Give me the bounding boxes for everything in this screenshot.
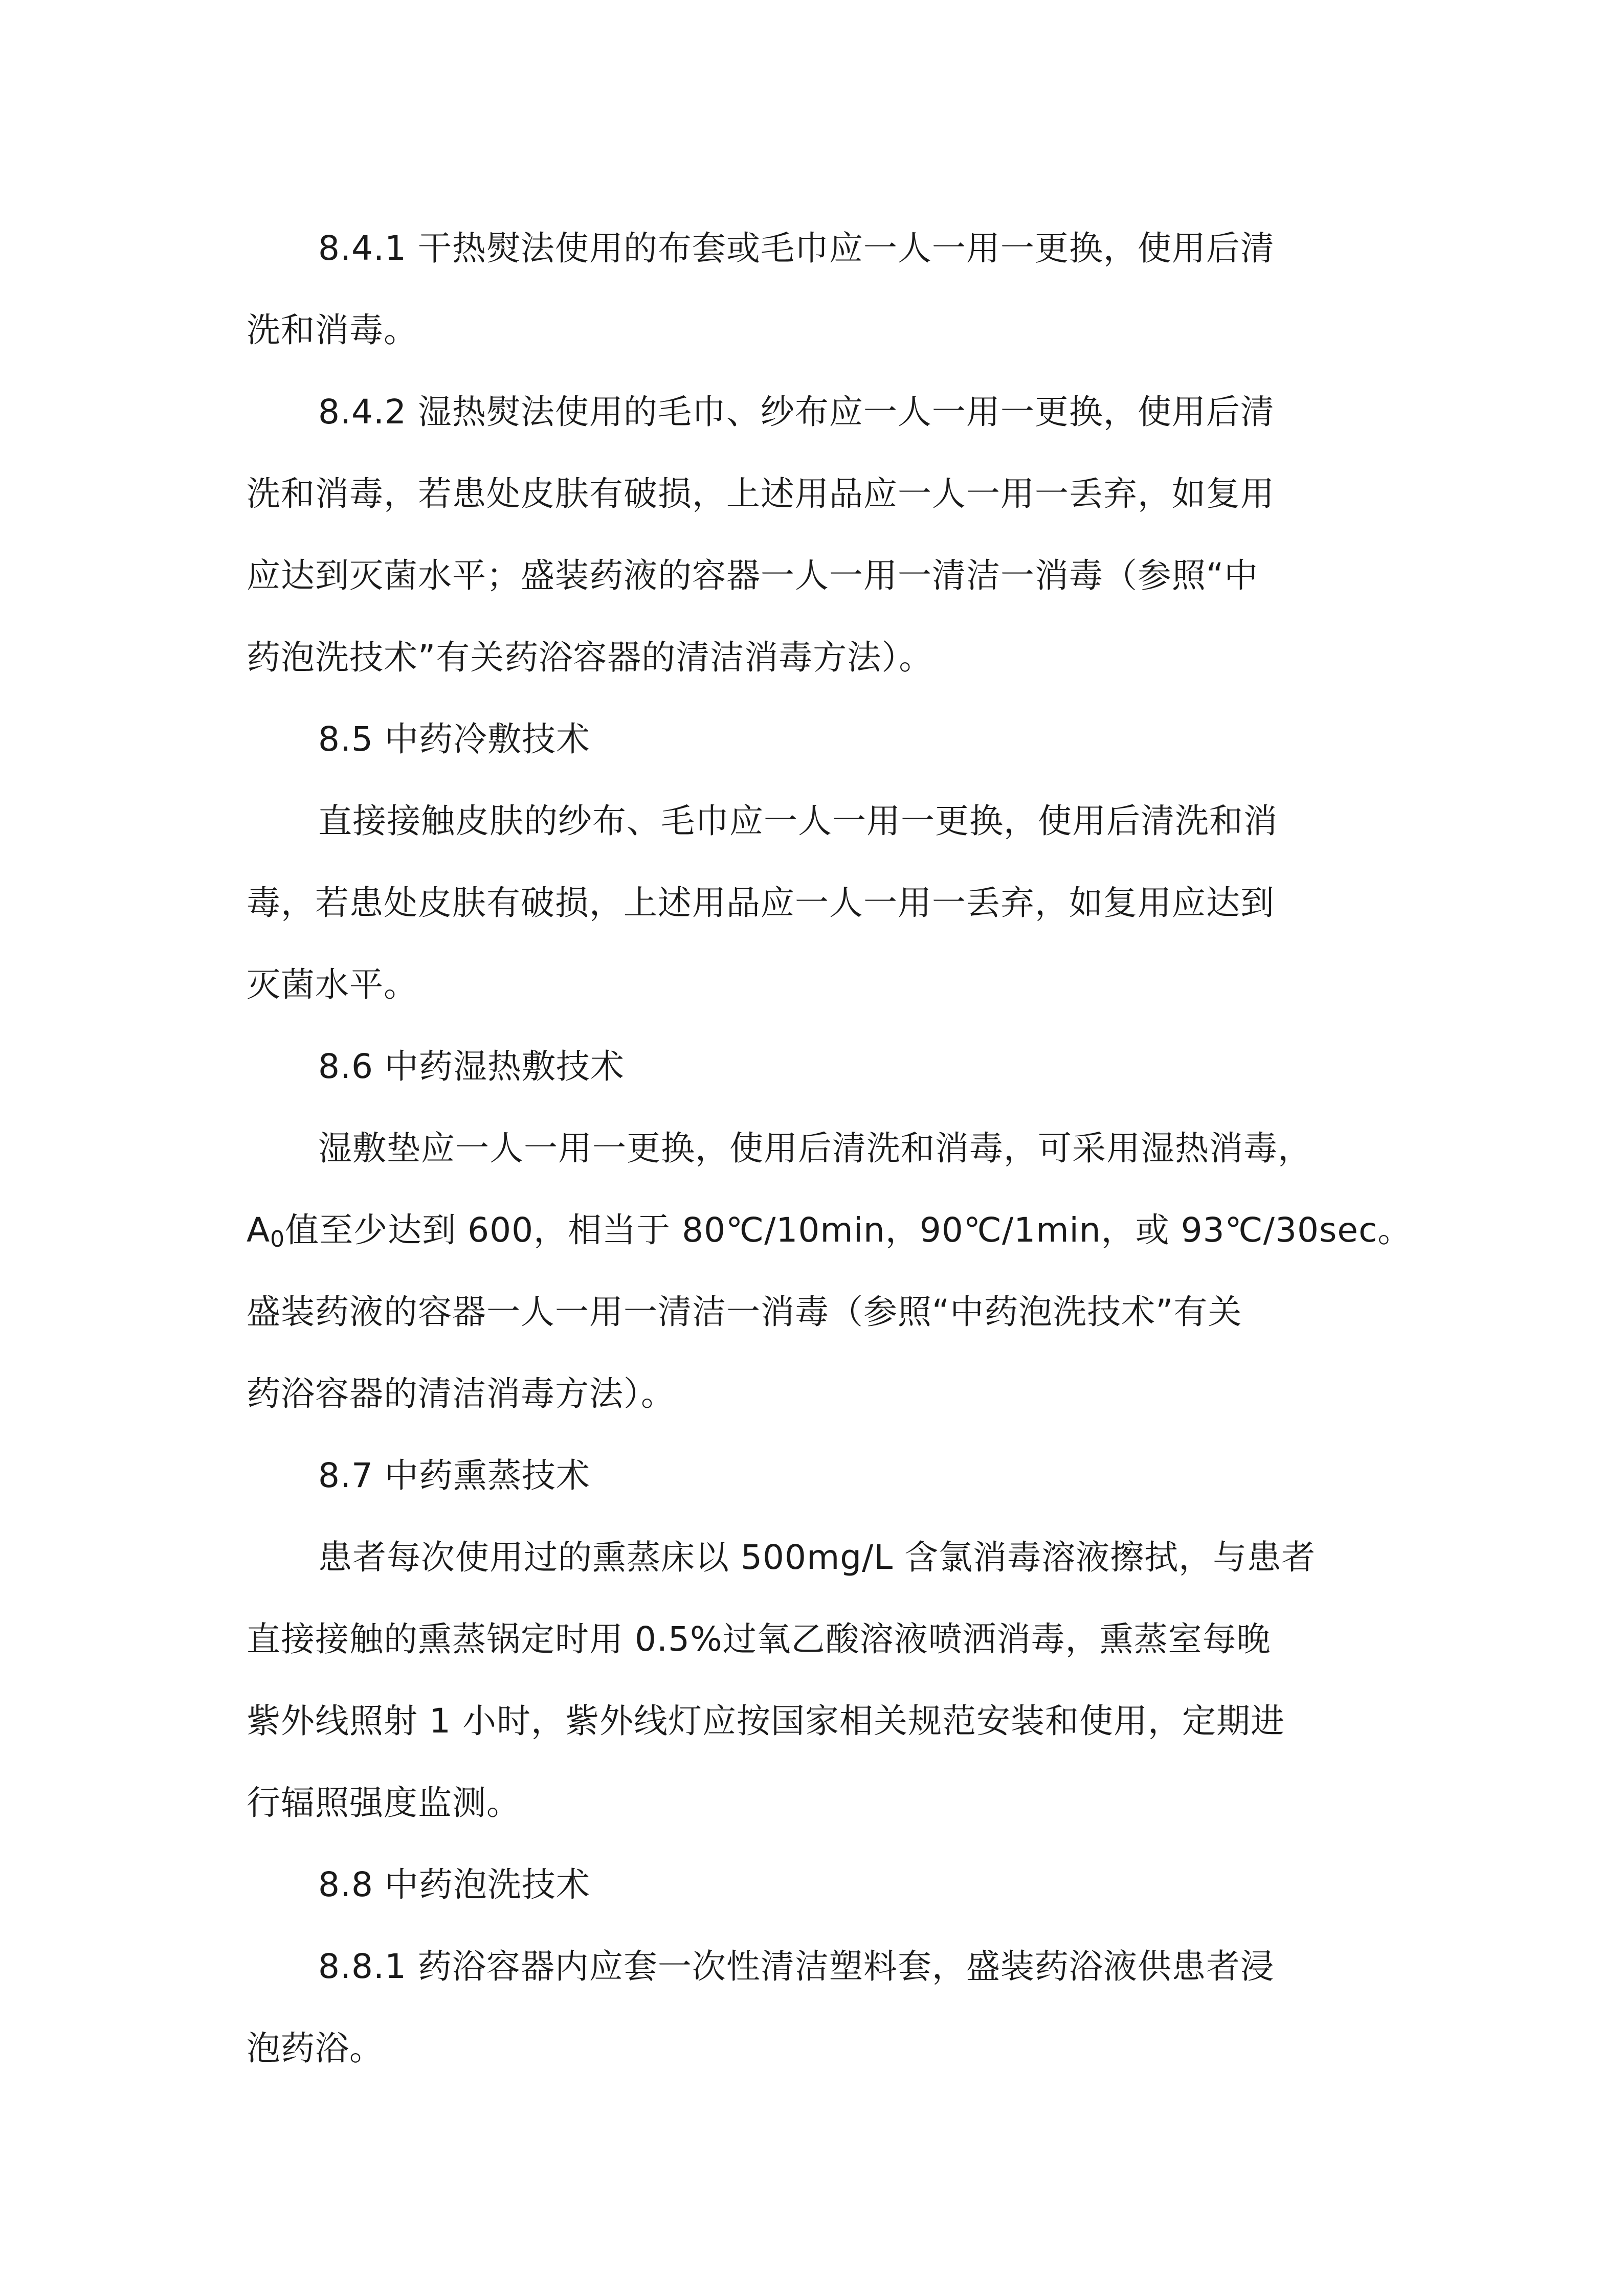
section-heading-8-5 [247, 699, 1387, 780]
paragraph-line-rest: 值至少达到 600，相当于 80℃/10min，90℃/1min，或 93℃/30sec。 [285, 1210, 1412, 1250]
paragraph-8-6 [247, 1108, 1412, 1435]
section-heading-8-7 [247, 1435, 1387, 1517]
paragraph-8-7 [247, 1517, 1387, 1844]
paragraph-line: 紫外线照射 1 小时，紫外线灯应按国家相关规范安装和使用，定期进 [247, 1701, 1285, 1741]
paragraph-line: 行辐照强度监测。 [247, 1783, 521, 1822]
section-heading-8-6 [247, 1026, 1387, 1108]
section-heading: 8.7 中药熏蒸技术 [318, 1456, 590, 1495]
paragraph-8-4-2 [247, 371, 1387, 699]
section-heading: 8.6 中药湿热敷技术 [318, 1047, 625, 1086]
paragraph-8-8-1 [247, 1926, 1387, 2089]
paragraph-line: 患者每次使用过的熏蒸床以 500mg/L 含氯消毒溶液擦拭，与患者 [318, 1538, 1316, 1577]
section-heading-8-8 [247, 1844, 1387, 1926]
paragraph-line: 药泡洗技术”有关药浴容器的清洁消毒方法）。 [247, 638, 933, 677]
paragraph-line: 湿敷垫应一人一用一更换，使用后清洗和消毒，可采用湿热消毒， [318, 1129, 1312, 1168]
paragraph-line: 8.4.1 干热熨法使用的布套或毛巾应一人一用一更换，使用后清 [318, 229, 1275, 268]
section-heading: 8.8 中药泡洗技术 [318, 1865, 590, 1904]
section-heading: 8.5 中药冷敷技术 [318, 719, 590, 759]
paragraph-line: 盛装药液的容器一人一用一清洁一消毒（参照“中药泡洗技术”有关 [247, 1292, 1242, 1332]
paragraph-line: 毒，若患处皮肤有破损，上述用品应一人一用一丢弃，如复用应达到 [247, 883, 1275, 922]
paragraph-8-4-1 [247, 208, 1387, 371]
paragraph-line: 泡药浴。 [247, 2029, 384, 2068]
a0-subscript: 0 [270, 1226, 285, 1252]
paragraph-line: 洗和消毒，若患处皮肤有破损，上述用品应一人一用一丢弃，如复用 [247, 474, 1275, 513]
paragraph-line: 8.8.1 药浴容器内应套一次性清洁塑料套，盛装药浴液供患者浸 [318, 1947, 1275, 1986]
paragraph-line: 应达到灭菌水平；盛装药液的容器一人一用一清洁一消毒（参照“中 [247, 556, 1259, 595]
paragraph-line: 直接接触皮肤的纱布、毛巾应一人一用一更换，使用后清洗和消 [318, 801, 1278, 841]
a0-symbol: A [247, 1210, 271, 1250]
paragraph-line: 药浴容器的清洁消毒方法）。 [247, 1374, 675, 1413]
paragraph-8-5 [247, 780, 1387, 1026]
paragraph-line: 直接接触的熏蒸锅定时用 0.5%过氧乙酸溶液喷洒消毒，熏蒸室每晚 [247, 1619, 1271, 1659]
paragraph-line: 灭菌水平。 [247, 965, 418, 1004]
paragraph-line-with-a0 [247, 1189, 1412, 1271]
paragraph-line: 8.4.2 湿热熨法使用的毛巾、纱布应一人一用一更换，使用后清 [318, 392, 1275, 432]
paragraph-line: 洗和消毒。 [247, 310, 418, 350]
